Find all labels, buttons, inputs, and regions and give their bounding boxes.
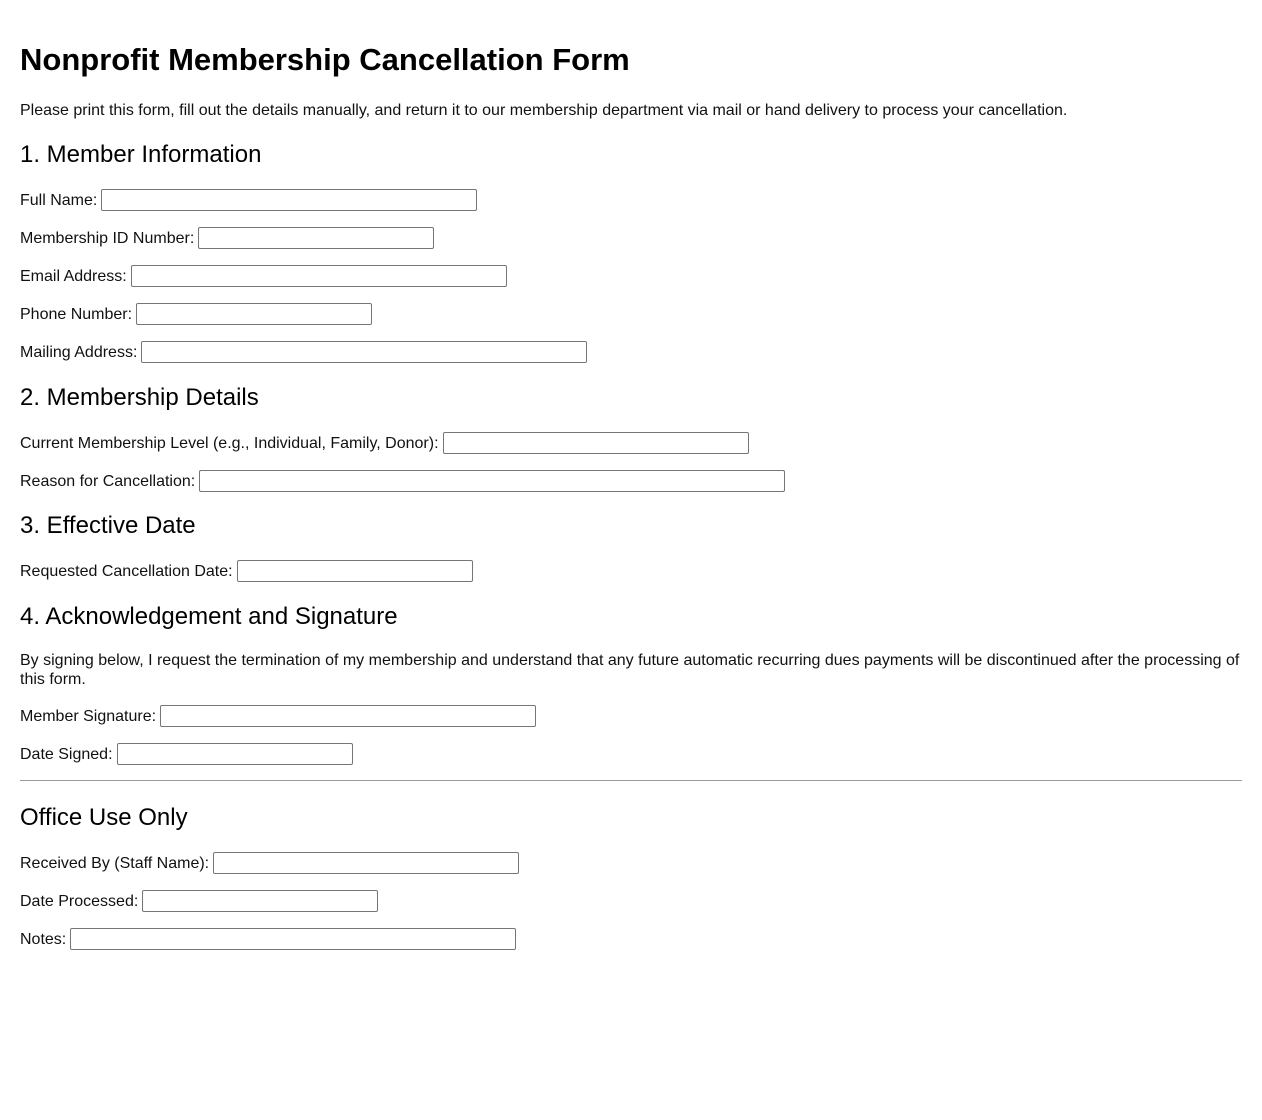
notes-row [20, 928, 516, 950]
email-label: Email Address: [20, 267, 127, 285]
full-name-label: Full Name: [20, 191, 98, 209]
requested-date-input[interactable] [237, 560, 473, 582]
received-by-input[interactable] [213, 852, 519, 874]
email-input[interactable] [131, 265, 507, 287]
mailing-address-row [20, 341, 587, 363]
section-divider [20, 780, 1242, 781]
mailing-address-input[interactable] [141, 341, 587, 363]
section-heading-acknowledgement: 4. Acknowledgement and Signature [20, 603, 398, 630]
notes-label: Notes: [20, 930, 67, 948]
intro-text: Please print this form, fill out the details manually, and return it to our membership department via mail or hand delivery to process your cancellation. [20, 102, 1068, 119]
date-processed-label: Date Processed: [20, 892, 139, 910]
section-heading-membership-details: 2. Membership Details [20, 384, 259, 411]
membership-id-row [20, 227, 434, 249]
signature-row [20, 705, 536, 727]
membership-level-label: Current Membership Level (e.g., Individual, Family, Donor): [20, 434, 439, 452]
signature-label: Member Signature: [20, 707, 157, 725]
date-signed-row [20, 743, 353, 765]
membership-level-row [20, 432, 749, 454]
notes-input[interactable] [70, 928, 516, 950]
cancellation-reason-row [20, 470, 785, 492]
email-row [20, 265, 507, 287]
cancellation-reason-label: Reason for Cancellation: [20, 472, 196, 490]
date-signed-label: Date Signed: [20, 745, 113, 763]
requested-date-label: Requested Cancellation Date: [20, 562, 233, 580]
section-heading-office-use: Office Use Only [20, 804, 188, 831]
membership-level-input[interactable] [443, 432, 749, 454]
date-processed-row [20, 890, 378, 912]
received-by-row [20, 852, 519, 874]
signature-input[interactable] [160, 705, 536, 727]
requested-date-row [20, 560, 473, 582]
phone-input[interactable] [136, 303, 372, 325]
section-heading-member-information: 1. Member Information [20, 141, 262, 168]
membership-id-label: Membership ID Number: [20, 229, 195, 247]
received-by-label: Received By (Staff Name): [20, 854, 210, 872]
full-name-input[interactable] [101, 189, 477, 211]
phone-label: Phone Number: [20, 305, 133, 323]
mailing-address-label: Mailing Address: [20, 343, 138, 361]
date-processed-input[interactable] [142, 890, 378, 912]
section-heading-effective-date: 3. Effective Date [20, 512, 196, 539]
acknowledgement-text: By signing below, I request the termination of my membership and understand that any future automatic recurring dues payments will be discontinued after the processing of this form. [20, 652, 1240, 688]
cancellation-reason-input[interactable] [199, 470, 785, 492]
membership-id-input[interactable] [198, 227, 434, 249]
full-name-row [20, 189, 477, 211]
date-signed-input[interactable] [117, 743, 353, 765]
page-title: Nonprofit Membership Cancellation Form [20, 42, 630, 77]
phone-row [20, 303, 372, 325]
